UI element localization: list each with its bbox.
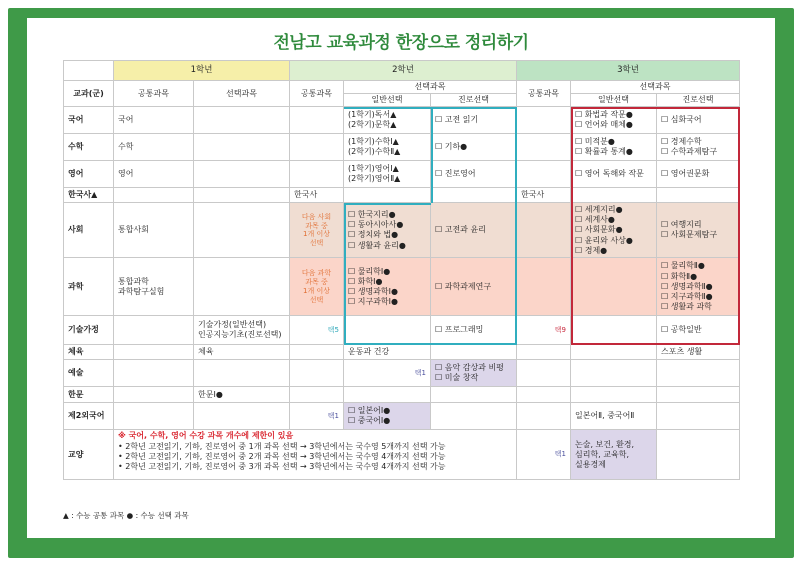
science-g2-general [344, 258, 431, 316]
arts-g1-common [114, 360, 194, 387]
korean-g2-common [290, 107, 344, 134]
row-label-social: 사회 [64, 203, 114, 258]
history-g3-common: 한국사 [517, 188, 571, 203]
course-item: 심리학, 교육학, [575, 449, 629, 459]
course-checkbox[interactable]: ☐ 동아시아사● [348, 220, 404, 230]
science-g2-career [431, 258, 517, 316]
course-item: (1학기)수학Ⅰ▲ [348, 137, 399, 147]
curriculum-table [63, 60, 740, 480]
course-checkbox[interactable]: ☐ 사회문제탐구 [661, 230, 718, 240]
course-checkbox[interactable]: ☐ 기하● [435, 142, 468, 152]
english-g2-common [290, 161, 344, 188]
course-checkbox[interactable]: ☐ 윤리와 사상● [575, 235, 633, 245]
korean-g3-general [571, 107, 657, 134]
pe-g3-general [571, 345, 657, 360]
course-checkbox[interactable]: ☐ 화학Ⅱ● [661, 271, 698, 281]
note-line: 1개 이상 [303, 230, 330, 239]
science-g3-common [517, 258, 571, 316]
header-g2-common: 공통과목 [290, 81, 344, 107]
header-g1-common: 공통과목 [114, 81, 194, 107]
course-item: 실용경제 [575, 460, 606, 470]
course-checkbox[interactable]: ☐ 영어권문화 [661, 169, 710, 179]
course-checkbox[interactable]: ☐ 심화국어 [661, 115, 702, 125]
header-g3-career: 진로선택 [657, 94, 740, 107]
tech-g3-career [657, 316, 740, 345]
tech-g2-career [431, 316, 517, 345]
curriculum-card [27, 18, 775, 538]
pe-g2-career [431, 345, 517, 360]
hanmun-g3-career [657, 387, 740, 403]
korean-g2-general [344, 107, 431, 134]
math-g2-general [344, 134, 431, 161]
tech-g3-tag: 택9 [517, 316, 571, 345]
liberal-g3-general [571, 430, 657, 480]
course-checkbox[interactable]: ☐ 한국지리● [348, 210, 396, 219]
course-checkbox[interactable]: ☐ 사회문화● [575, 225, 623, 235]
course-checkbox[interactable]: ☐ 세계사● [575, 215, 615, 225]
tech-g1-elective [194, 316, 290, 345]
arts-g3-career [657, 360, 740, 387]
row-label-liberal: 교양 [64, 430, 114, 480]
history-g2-general [344, 188, 431, 203]
liberal-note-title: ※ 국어, 수학, 영어 수강 과목 개수에 제한이 있음 [118, 431, 294, 441]
course-item: (2학기)문학▲ [348, 120, 397, 130]
course-item: (1학기)영어Ⅰ▲ [348, 164, 399, 174]
liberal-g3-career [657, 430, 740, 480]
science-g2-note [290, 258, 344, 316]
course-checkbox[interactable]: ☐ 화법과 작문● [575, 110, 633, 120]
course-checkbox[interactable]: ☐ 확률과 통계● [575, 147, 633, 157]
arts-g3-general [571, 360, 657, 387]
header-g3-common: 공통과목 [517, 81, 571, 107]
course-checkbox[interactable]: ☐ 화학Ⅰ● [348, 276, 383, 286]
korean-g1-common: 국어 [114, 107, 194, 134]
social-g2-general [344, 203, 431, 258]
course-checkbox[interactable]: ☐ 미적분● [575, 137, 615, 147]
hanmun-g2-general [344, 387, 431, 403]
pe-g2-general: 운동과 건강 [344, 345, 431, 360]
liberal-note-line: • 2학년 고전읽기, 기하, 진로영어 중 2개 과목 선택 → 3학년에서는 국수영 4개까지 선택 가능 [118, 451, 446, 461]
korean-g3-career [657, 107, 740, 134]
korean-g3-common [517, 107, 571, 134]
hanmun-g3-common [517, 387, 571, 403]
row-label-arts: 예술 [64, 360, 114, 387]
english-g3-common [517, 161, 571, 188]
header-subject-group: 교과(군) [64, 81, 114, 107]
header-g3-general: 일반선택 [571, 94, 657, 107]
header-g2-elective: 선택과목 [344, 81, 517, 94]
course-checkbox[interactable]: ☐ 여행지리 [661, 220, 702, 230]
social-g3-common [517, 203, 571, 258]
science-g1-common [114, 258, 194, 316]
pe-g1-elective: 체육 [194, 345, 290, 360]
course-checkbox[interactable]: ☐ 수학과제탐구 [661, 147, 718, 157]
hanmun-g2-career [431, 387, 517, 403]
history-g1-common [114, 188, 194, 203]
row-label-korean: 국어 [64, 107, 114, 134]
course-checkbox[interactable]: ☐ 언어와 매체● [575, 120, 633, 130]
course-checkbox[interactable]: ☐ 고전 읽기 [435, 115, 479, 125]
course-checkbox[interactable]: ☐ 일본어Ⅰ● [348, 406, 391, 416]
row-label-tech: 기술가정 [64, 316, 114, 345]
note-line: 다음 과학 [301, 269, 332, 278]
course-item: 기술가정(일반선택) [198, 320, 267, 330]
course-checkbox[interactable]: ☐ 생명과학Ⅰ● [348, 286, 398, 296]
social-g3-general [571, 203, 657, 258]
course-checkbox[interactable]: ☐ 경제● [575, 245, 608, 255]
course-checkbox[interactable]: ☐ 과학과제연구 [435, 281, 492, 291]
course-checkbox[interactable]: ☐ 세계지리● [575, 204, 623, 214]
course-item: (2학기)영어Ⅱ▲ [348, 174, 401, 184]
history-g1-elective [194, 188, 290, 203]
arts-g2-tag: 택1 [344, 360, 431, 387]
foreign-g3-career [657, 403, 740, 430]
english-g1-elective [194, 161, 290, 188]
science-g3-career [657, 258, 740, 316]
liberal-note-line: • 2학년 고전읽기, 기하, 진로영어 중 1개 과목 선택 → 3학년에서는 국수영 5개까지 선택 가능 [118, 441, 446, 451]
pe-g1-common [114, 345, 194, 360]
arts-g2-career [431, 360, 517, 387]
row-label-math: 수학 [64, 134, 114, 161]
liberal-note [114, 430, 517, 480]
arts-g1-elective [194, 360, 290, 387]
hanmun-g1-elective: 한문Ⅰ● [194, 387, 290, 403]
course-checkbox[interactable]: ☐ 물리학Ⅰ● [348, 266, 391, 276]
english-g2-general [344, 161, 431, 188]
row-label-history: 한국사▲ [64, 188, 114, 203]
note-line: 1개 이상 [303, 286, 330, 295]
course-checkbox[interactable]: ☐ 지구과학Ⅱ● [661, 292, 713, 302]
course-checkbox[interactable]: ☐ 생활과 윤리● [348, 240, 406, 250]
course-item: 과학탐구실험 [118, 286, 165, 296]
foreign-g1-elective [194, 403, 290, 430]
english-g2-career [431, 161, 517, 188]
math-g3-general [571, 134, 657, 161]
header-grade1: 1학년 [114, 61, 290, 81]
legend: ▲ : 수능 공통 과목 ● : 수능 선택 과목 [63, 511, 189, 520]
english-g1-common: 영어 [114, 161, 194, 188]
row-label-foreign: 제2외국어 [64, 403, 114, 430]
course-checkbox[interactable]: ☐ 음악 감상과 비평 [435, 363, 504, 373]
math-g1-common: 수학 [114, 134, 194, 161]
pe-g3-common [517, 345, 571, 360]
tech-g2-tag: 택5 [290, 316, 344, 345]
note-line: 과목 중 [305, 278, 328, 287]
course-item: 논술, 보건, 환경, [575, 439, 635, 449]
hanmun-g2-common [290, 387, 344, 403]
tech-g2-general [344, 316, 431, 345]
social-g2-note [290, 203, 344, 258]
course-checkbox[interactable]: ☐ 생활과 과학 [661, 302, 712, 312]
page-title: 전남고 교육과정 한장으로 정리하기 [273, 33, 529, 53]
foreign-g2-general [344, 403, 431, 430]
hanmun-g3-general [571, 387, 657, 403]
history-g2-common: 한국사 [290, 188, 344, 203]
foreign-g1-common [114, 403, 194, 430]
row-label-science: 과학 [64, 258, 114, 316]
row-label-hanmun: 한문 [64, 387, 114, 403]
course-checkbox[interactable]: ☐ 진로영어 [435, 169, 476, 179]
course-checkbox[interactable]: ☐ 프로그래밍 [435, 325, 484, 335]
arts-g2-common [290, 360, 344, 387]
science-g3-general [571, 258, 657, 316]
header-g2-general: 일반선택 [344, 94, 431, 107]
korean-g1-elective [194, 107, 290, 134]
header-g1-elective: 선택과목 [194, 81, 290, 107]
note-line: 선택 [309, 239, 324, 248]
course-checkbox[interactable]: ☐ 중국어Ⅰ● [348, 416, 391, 426]
note-line: 선택 [309, 295, 324, 304]
history-g2-career [431, 188, 517, 203]
social-g2-career [431, 203, 517, 258]
foreign-g3-common [517, 403, 571, 430]
course-checkbox[interactable]: ☐ 지구과학Ⅰ● [348, 297, 398, 307]
korean-g2-career [431, 107, 517, 134]
liberal-note-line: • 2학년 고전읽기, 기하, 진로영어 중 3개 과목 선택 → 3학년에서는 국수영 4개까지 선택 가능 [118, 462, 446, 472]
tech-g3-general [571, 316, 657, 345]
note-line: 다음 사회 [301, 212, 332, 221]
pe-g3-career: 스포츠 생활 [657, 345, 740, 360]
course-checkbox[interactable]: ☐ 정치와 법● [348, 230, 399, 240]
header-grade2: 2학년 [290, 61, 517, 81]
history-g3-career [657, 188, 740, 203]
row-label-english: 영어 [64, 161, 114, 188]
note-line: 과목 중 [305, 221, 328, 230]
foreign-g3-general: 일본어Ⅱ, 중국어Ⅱ [571, 403, 657, 430]
course-checkbox[interactable]: ☐ 고전과 윤리 [435, 225, 486, 235]
math-g2-common [290, 134, 344, 161]
course-checkbox[interactable]: ☐ 공학일반 [661, 325, 702, 335]
social-g3-career [657, 203, 740, 258]
math-g3-career [657, 134, 740, 161]
header-grade3: 3학년 [517, 61, 740, 81]
social-g1-common: 통합사회 [114, 203, 194, 258]
corner-cell [64, 61, 114, 81]
social-g1-elective [194, 203, 290, 258]
pe-g2-common [290, 345, 344, 360]
course-checkbox[interactable]: ☐ 생명과학Ⅱ● [661, 281, 713, 291]
math-g3-common [517, 134, 571, 161]
math-g1-elective [194, 134, 290, 161]
course-checkbox[interactable]: ☐ 물리학Ⅱ● [661, 261, 705, 271]
course-item: 통합과학 [118, 276, 149, 286]
foreign-g2-career [431, 403, 517, 430]
english-g3-general [571, 161, 657, 188]
course-item: (1학기)독서▲ [348, 110, 397, 120]
english-g3-career [657, 161, 740, 188]
science-g1-elective [194, 258, 290, 316]
liberal-g3-tag: 택1 [517, 430, 571, 480]
math-g2-career [431, 134, 517, 161]
course-checkbox[interactable]: ☐ 영어 독해와 작문 [575, 169, 644, 179]
hanmun-g1-common [114, 387, 194, 403]
course-item: 인공지능기초(진로선택) [198, 330, 282, 340]
arts-g3-common [517, 360, 571, 387]
header-g3-elective: 선택과목 [571, 81, 740, 94]
foreign-g2-tag: 택1 [290, 403, 344, 430]
course-checkbox[interactable]: ☐ 경제수학 [661, 137, 702, 147]
course-checkbox[interactable]: ☐ 미술 창작 [435, 373, 479, 383]
history-g3-general [571, 188, 657, 203]
tech-g1-common [114, 316, 194, 345]
header-g2-career: 진로선택 [431, 94, 517, 107]
row-label-pe: 체육 [64, 345, 114, 360]
course-item: (2학기)수학Ⅱ▲ [348, 147, 401, 157]
